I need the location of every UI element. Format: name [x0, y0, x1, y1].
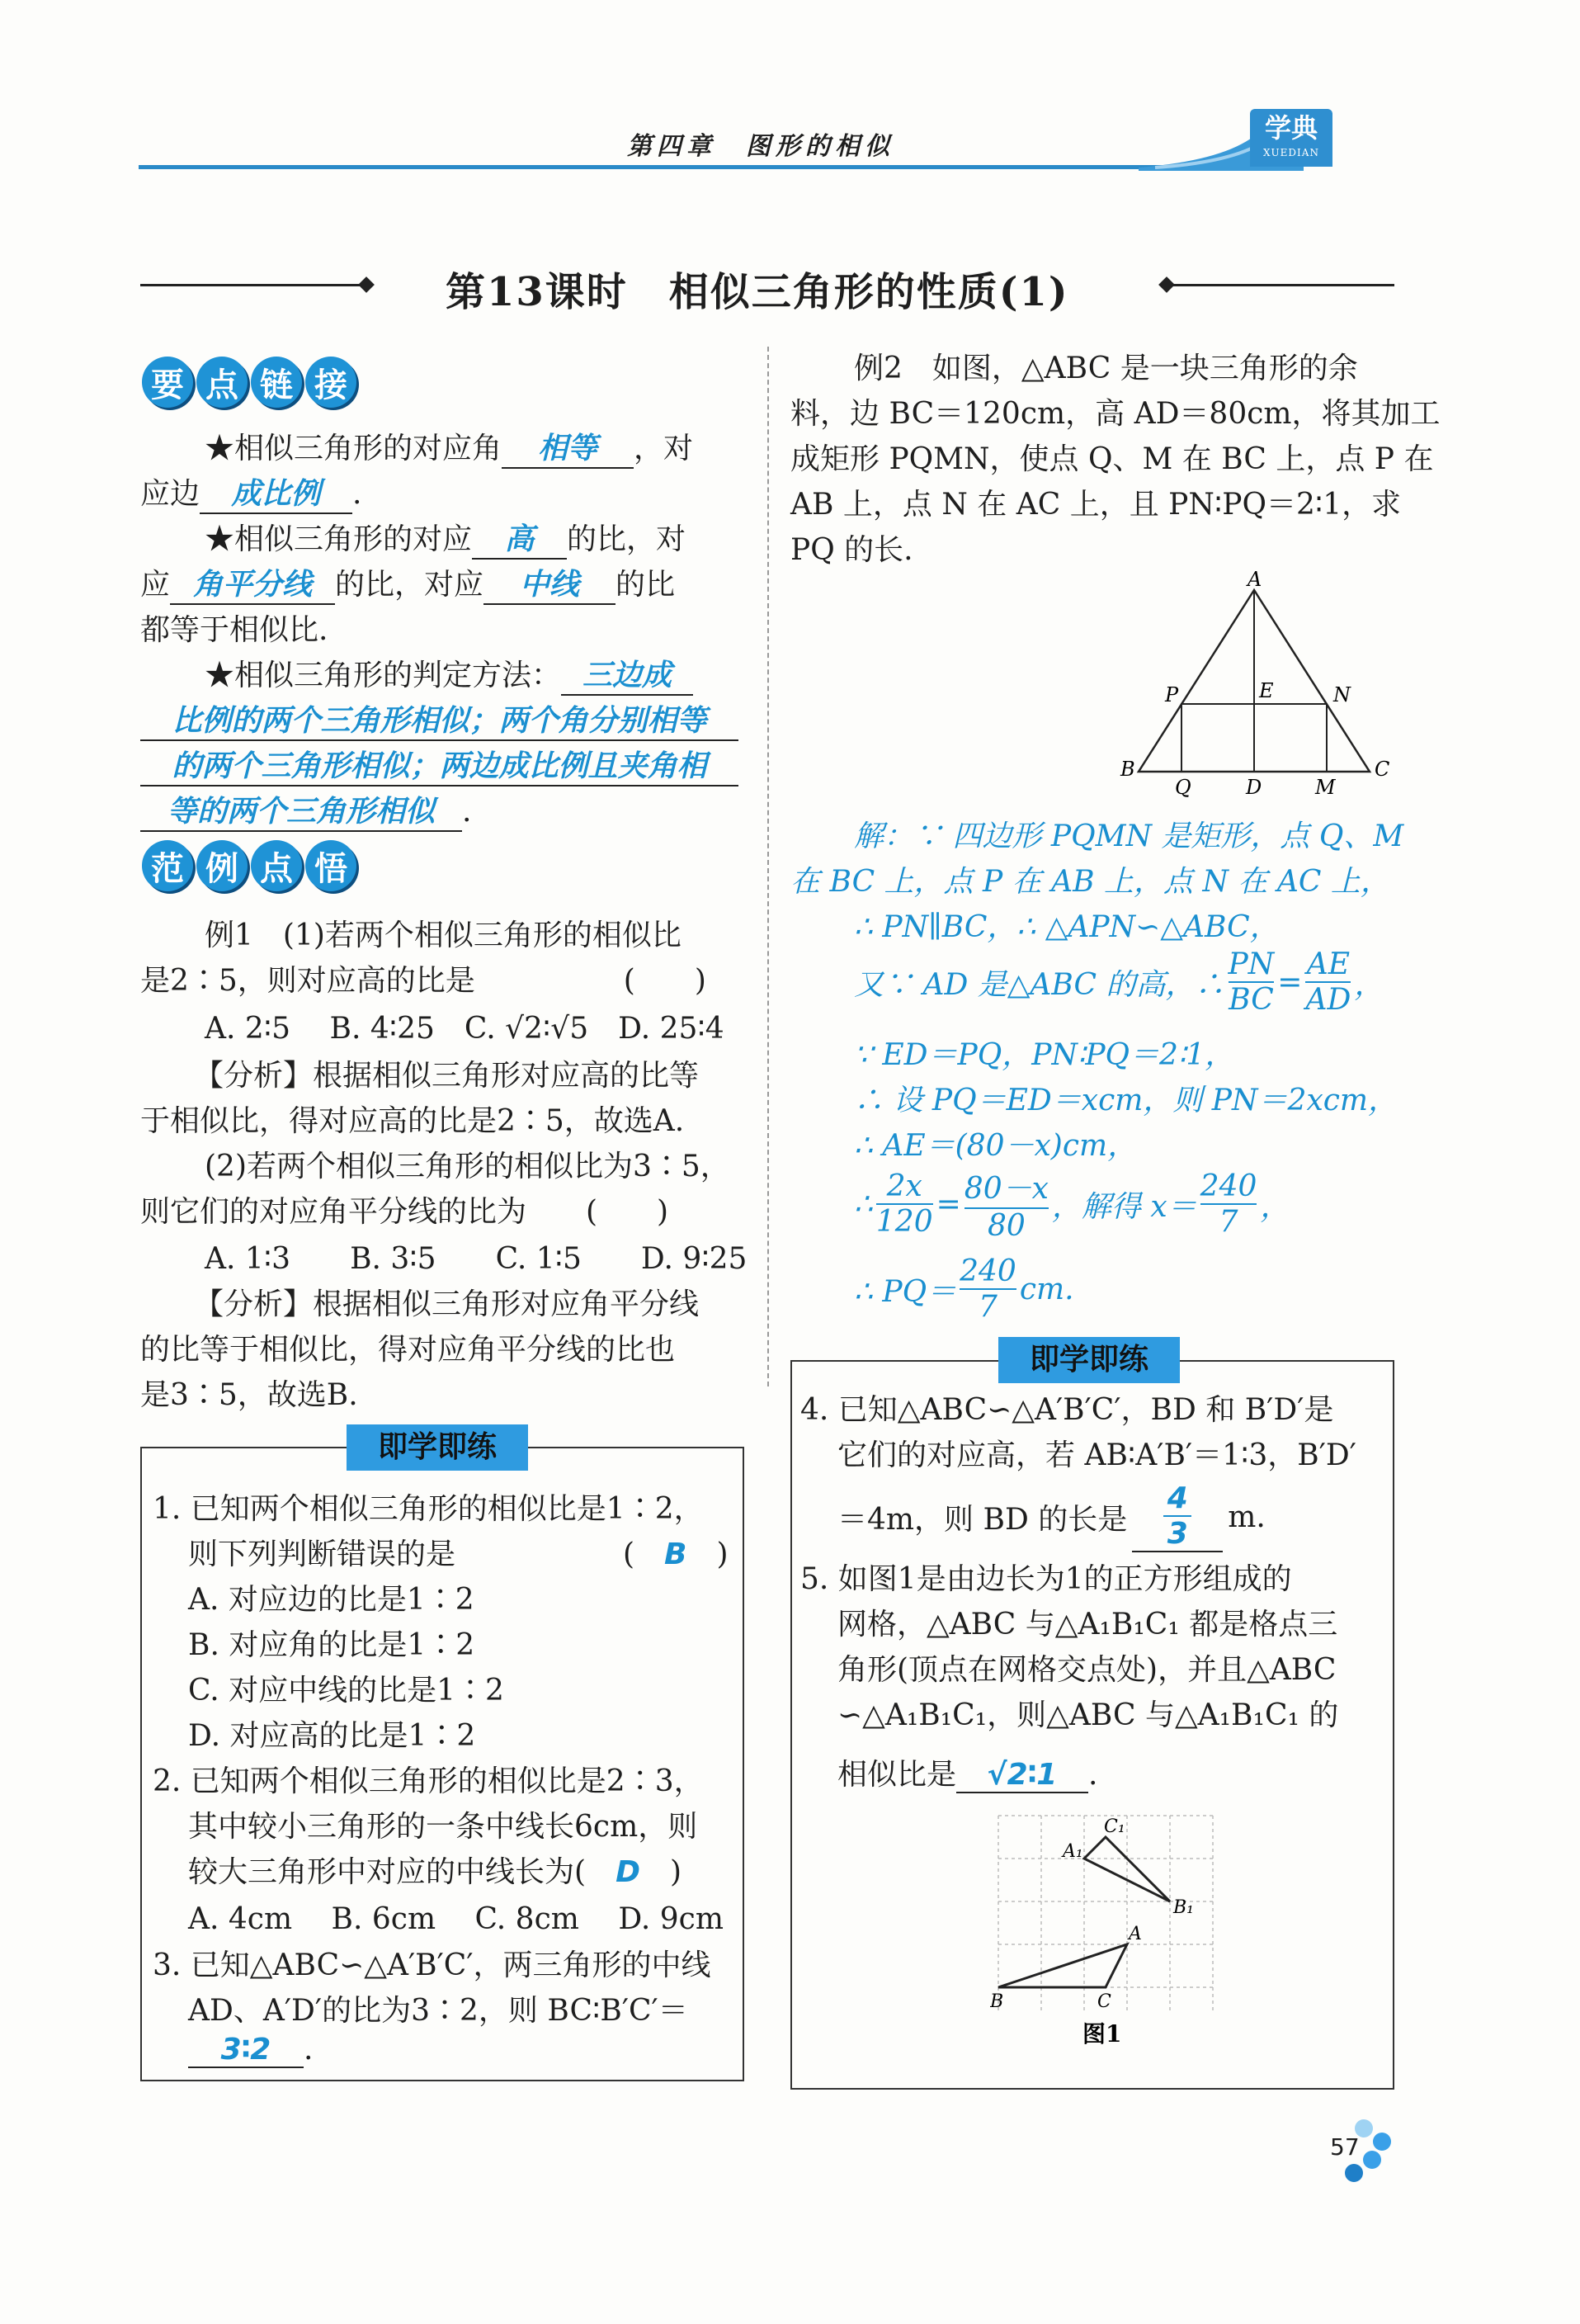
solution-line4: 又∵ AD 是△ABC 的高，∴ $\frac{PN}{BC}$ = $\frac{AE}{AD}$ ，: [854, 947, 1384, 1017]
key-point-1: ★相似三角形的对应角 相等 ，对: [205, 425, 693, 469]
practice-tag-left: 即学即练: [347, 1424, 528, 1471]
example1-line1: 例1 (1)若两个相似三角形的相似比: [205, 919, 682, 952]
question5-line1: 5. 如图1是由边长为1的正方形组成的: [800, 1562, 1292, 1596]
solution-line9: ∴ PQ＝ 240 7 cm.: [854, 1254, 1074, 1324]
key-point-1-cont: 应边 成比例 .: [140, 470, 361, 514]
label-B: B: [1120, 758, 1135, 781]
example2-line1: 例2 如图，△ABC 是一块三角形的余: [854, 352, 1358, 385]
question4-line1: 4. 已知△ABC∽△A′B′C′，BD 和 B′D′是: [800, 1393, 1334, 1427]
example1-line2: 是2∶5，则对应高的比是 ( ): [140, 964, 706, 998]
label-C: C: [1375, 758, 1390, 781]
example2-line5: PQ 的长.: [790, 533, 913, 567]
key-point-2: ★相似三角形的对应 高 的比，对: [205, 516, 686, 560]
example1-options: A. 2∶5 B. 4∶25 C. √2∶√5 D. 25∶4: [205, 1012, 724, 1046]
question2-line1: 2. 已知两个相似三角形的相似比是2∶3，: [153, 1764, 704, 1798]
example2-line4: AB 上，点 N 在 AC 上，且 PN∶PQ＝2∶1，求: [790, 488, 1402, 522]
header-rule: [139, 165, 1294, 169]
page-decoration: [1355, 2119, 1373, 2137]
label-E: E: [1259, 679, 1274, 702]
example1-analysis1: 【分析】根据相似三角形对应高的比等: [194, 1059, 700, 1093]
practice-tag-right: 即学即练: [998, 1337, 1180, 1383]
example2-line3: 成矩形 PQMN，使点 Q、M 在 BC 上，点 P 在: [790, 442, 1434, 476]
solution-line2: 在 BC 上，点 P 在 AB 上，点 N 在 AC 上，: [790, 865, 1390, 899]
example1-part2-analysis3: 是3∶5，故选B.: [140, 1378, 358, 1412]
key-point-3-line4: 等的两个三角形相似 .: [140, 788, 471, 832]
key-point-3-line3: 的两个三角形相似；两边成比例且夹角相: [140, 743, 738, 786]
title-rule-left: [140, 284, 363, 286]
example1-part2-line2: 则它们的对应角平分线的比为 ( ): [140, 1195, 669, 1229]
solution-line5: ∵ ED＝PQ，PN∶PQ＝2∶1，: [854, 1038, 1235, 1072]
label-B1: B₁: [1173, 1897, 1194, 1918]
grid-figure: [990, 1807, 1221, 2055]
key-point-3: ★相似三角形的判定方法： 三边成: [205, 652, 693, 696]
label-A: A: [1129, 1924, 1142, 1944]
chapter-header: 第四章 图形的相似: [627, 132, 894, 161]
section-badge-key-points: 要 点 链 接: [142, 357, 356, 413]
question2-line2: 其中较小三角形的一条中线长6cm，则: [188, 1810, 698, 1844]
question1-line1: 1. 已知两个相似三角形的相似比是1∶2，: [153, 1492, 704, 1526]
question5-line2: 网格，△ABC 与△A₁B₁C₁ 都是格点三: [837, 1608, 1338, 1641]
example2-line2: 料，边 BC＝120cm，高 AD＝80cm，将其加工: [790, 397, 1441, 431]
example1-part2-analysis2: 的比等于相似比，得对应角平分线的比也: [140, 1333, 676, 1367]
question4-line3: ＝4m，则 BD 的长是 4 3 m.: [837, 1481, 1266, 1551]
example1-part2-line1: (2)若两个相似三角形的相似比为3∶5，: [205, 1150, 730, 1183]
label-A1: A₁: [1063, 1841, 1083, 1862]
page-number: 57: [1330, 2133, 1360, 2161]
label-C1: C₁: [1104, 1816, 1125, 1837]
example1-part2-analysis1: 【分析】根据相似三角形对应角平分线: [194, 1287, 700, 1321]
label-P: P: [1165, 683, 1179, 706]
question5-line3: 角形(顶点在网格交点处)，并且△ABC: [837, 1653, 1337, 1687]
label-C: C: [1097, 1991, 1111, 2012]
label-B: B: [990, 1991, 1004, 2012]
question5-line5: 相似比是 √2∶1 .: [837, 1758, 1098, 1792]
key-point-2-cont: 应 角平分线 的比，对应 中线 的比: [140, 561, 675, 605]
key-point-3-line2: 比例的两个三角形相似；两个角分别相等: [140, 697, 738, 741]
lesson-title: 第13课时 相似三角形的性质(1): [446, 269, 1069, 315]
solution-line1: 解：∵ 四边形 PQMN 是矩形，点 Q、M: [854, 820, 1404, 853]
question2-options: A. 4cm B. 6cm C. 8cm D. 9cm: [188, 1902, 724, 1936]
key-point-2-end: 都等于相似比.: [140, 613, 328, 647]
label-D: D: [1246, 776, 1262, 799]
publisher-logo: 学典 XUEDIAN: [1250, 109, 1332, 167]
title-diamond-left: [358, 276, 375, 293]
figure-caption: 图1: [1082, 2020, 1122, 2048]
question1-option-a: A. 对应边的比是1∶2: [188, 1583, 474, 1617]
label-A: A: [1247, 569, 1262, 591]
solution-line6: ∴ 设 PQ＝ED＝xcm，则 PN＝2xcm，: [854, 1084, 1398, 1117]
question3-line1: 3. 已知△ABC∽△A′B′C′，两三角形的中线: [153, 1948, 711, 1982]
example1-analysis2: 于相似比，得对应高的比是2∶5，故选A.: [140, 1104, 685, 1138]
solution-line3: ∴ PN∥BC，∴ △APN∽△ABC，: [854, 910, 1280, 944]
question4-line2: 它们的对应高，若 AB∶A′B′＝1∶3，B′D′: [837, 1438, 1356, 1472]
question1-option-b: B. 对应角的比是1∶2: [188, 1628, 475, 1662]
question5-line4: ∽△A₁B₁C₁，则△ABC 与△A₁B₁C₁ 的: [837, 1698, 1339, 1732]
question2-line3: 较大三角形中对应的中线长为( D ): [188, 1855, 682, 1889]
solution-line7: ∴ AE＝(80－x)cm，: [854, 1129, 1138, 1163]
example2-figure: [1106, 569, 1403, 801]
title-rule-right: [1172, 284, 1394, 286]
example1-part2-options: A. 1∶3 B. 3∶5 C. 1∶5 D. 9∶25: [205, 1242, 748, 1276]
question3-line2: AD、A′D′的比为3∶2，则 BC∶B′C′＝: [188, 1994, 688, 2028]
solution-line8: ∴ $\frac{2x}{120}$ = $\frac{80-x}{80}$ ，解得 x＝ 240 7 ，: [854, 1165, 1290, 1243]
question1-answer: ( B ): [623, 1538, 729, 1571]
section-badge-examples: 范 例 点 悟: [142, 840, 356, 896]
label-Q: Q: [1175, 776, 1191, 799]
question1-option-d: D. 对应高的比是1∶2: [188, 1719, 476, 1753]
question3-answer: 3∶2 .: [188, 2033, 313, 2068]
question1-line2: 则下列判断错误的是: [188, 1538, 456, 1571]
column-divider: [767, 347, 769, 1386]
label-N: N: [1333, 683, 1351, 706]
question1-option-c: C. 对应中线的比是1∶2: [188, 1674, 504, 1708]
label-M: M: [1315, 776, 1336, 799]
